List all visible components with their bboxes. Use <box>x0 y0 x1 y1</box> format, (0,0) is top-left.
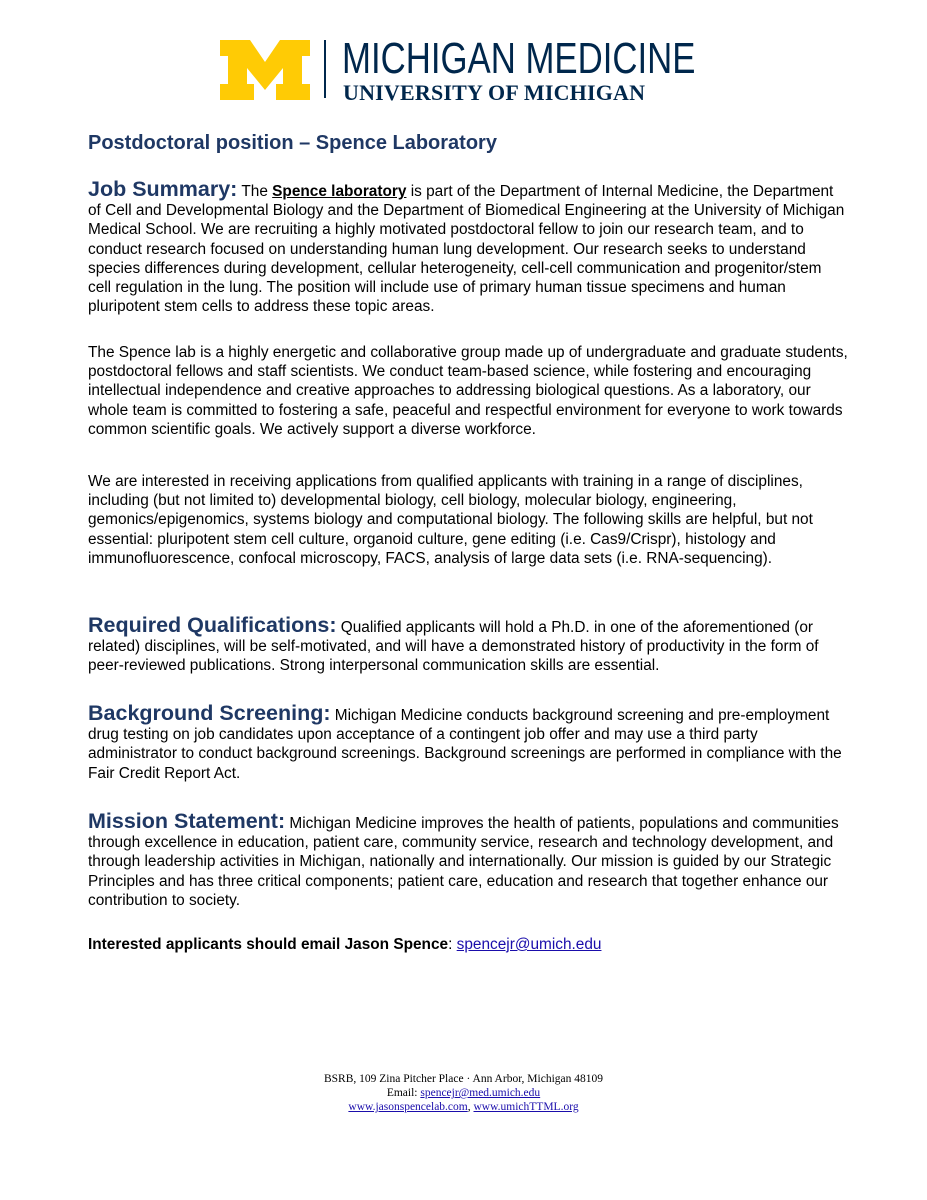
required-qualifications-text: Qualified applicants will hold a Ph.D. in one of the aforementioned (or related) disciplines, will be self-motivated, and will have a demonstrated history of productivity in the form of peer-reviewed publications. Strong interpersonal communication skills are essential. <box>88 619 819 675</box>
job-summary-text: is part of the Department of Internal Medicine, the Department of Cell and Developmental Biology and the Department of Biomedical Engineering at the University of Michigan Medical School. We are recruiting a highly motivated postdoctoral fellow to join our research team, and to conduct research focused on understanding human lung development. Our research seeks to understand species differences during development, cellular heterogeneity, cell-cell communication and progenitor/stem cell regulation in the lung. The position will include use of primary human tissue specimens and human pluripotent stem cells to address these topic areas. <box>88 183 845 316</box>
logo-divider <box>324 40 326 98</box>
job-summary-section <box>88 177 848 316</box>
background-screening-text: Michigan Medicine conducts background screening and pre-employment drug testing on job candidates upon acceptance of a contingent job offer and may use a third party administrator to conduct background screenings. Background screenings are performed in compliance with the Fair Credit Report Act. <box>88 707 842 782</box>
footer-email-link[interactable]: spencejr@med.umich.edu <box>420 1087 541 1099</box>
required-qualifications-section <box>88 613 848 676</box>
footer-site-link-lab[interactable]: www.jasonspencelab.com <box>348 1101 468 1113</box>
background-screening-heading: Background Screening: <box>88 701 331 725</box>
logo-title: MICHIGAN MEDICINE <box>342 34 696 83</box>
background-screening-section <box>88 701 848 783</box>
footer-email-label: Email: <box>386 1087 421 1099</box>
footer-site-link-ttml[interactable]: www.umichTTML.org <box>473 1101 579 1113</box>
mission-statement-heading: Mission Statement: <box>88 809 286 833</box>
logo-subtitle: UNIVERSITY OF MICHIGAN <box>343 80 646 105</box>
contact-email-link[interactable]: spencejr@umich.edu <box>456 936 602 953</box>
applicants-paragraph: We are interested in receiving applications from qualified applicants with training in a range of disciplines, including (but not limited to) developmental biology, cell biology, molecular biology, engineering, gemonics/epigenomics, systems biology and computational biology. The following skills are helpful, but not essential: pluripotent stem cell culture, organoid culture, gene editing (i.e. Cas9/Crispr), histology and immunofluorescence, confocal microscopy, FACS, analysis of large data sets (i.e. RNA-sequencing). <box>88 473 813 567</box>
block-m-logo-icon <box>220 40 310 100</box>
required-qualifications-heading: Required Qualifications: <box>88 613 337 637</box>
lab-description-paragraph: The Spence lab is a highly energetic and collaborative group made up of undergraduate and graduate students, postdoctoral fellows and staff scientists. We conduct team-based science, while fostering and encouraging intellectual independence and creative approaches to addressing biological questions. As a laboratory, our whole team is committed to fostering a safe, peaceful and respectful environment for everyone to work towards common scientific goals. We actively support a diverse workforce. <box>88 344 848 438</box>
footer <box>0 1072 927 1114</box>
footer-separator: , <box>467 1101 474 1113</box>
mission-statement-text: Michigan Medicine improves the health of patients, populations and communities through excellence in education, patient care, community service, research and technology development, and through leadership activities in Michigan, nationally and internationally. Our mission is guided by our Strategic Principles and has three critical components; patient care, education and research that together enhance our contribution to society. <box>88 815 839 909</box>
contact-line <box>88 936 601 954</box>
job-summary-pre-link: The <box>237 183 273 200</box>
footer-sites <box>0 1100 927 1114</box>
job-summary-heading: Job Summary: <box>88 177 238 201</box>
mission-statement-section <box>88 809 848 910</box>
spence-laboratory-link[interactable]: Spence laboratory <box>272 183 407 200</box>
footer-address: BSRB, 109 Zina Pitcher Place · Ann Arbor, Michigan 48109 <box>323 1073 604 1085</box>
contact-colon: : <box>448 936 457 953</box>
contact-text: Interested applicants should email Jason Spence <box>88 936 449 953</box>
page-title: Postdoctoral position – Spence Laboratory <box>88 132 497 154</box>
footer-email-line <box>0 1086 927 1100</box>
